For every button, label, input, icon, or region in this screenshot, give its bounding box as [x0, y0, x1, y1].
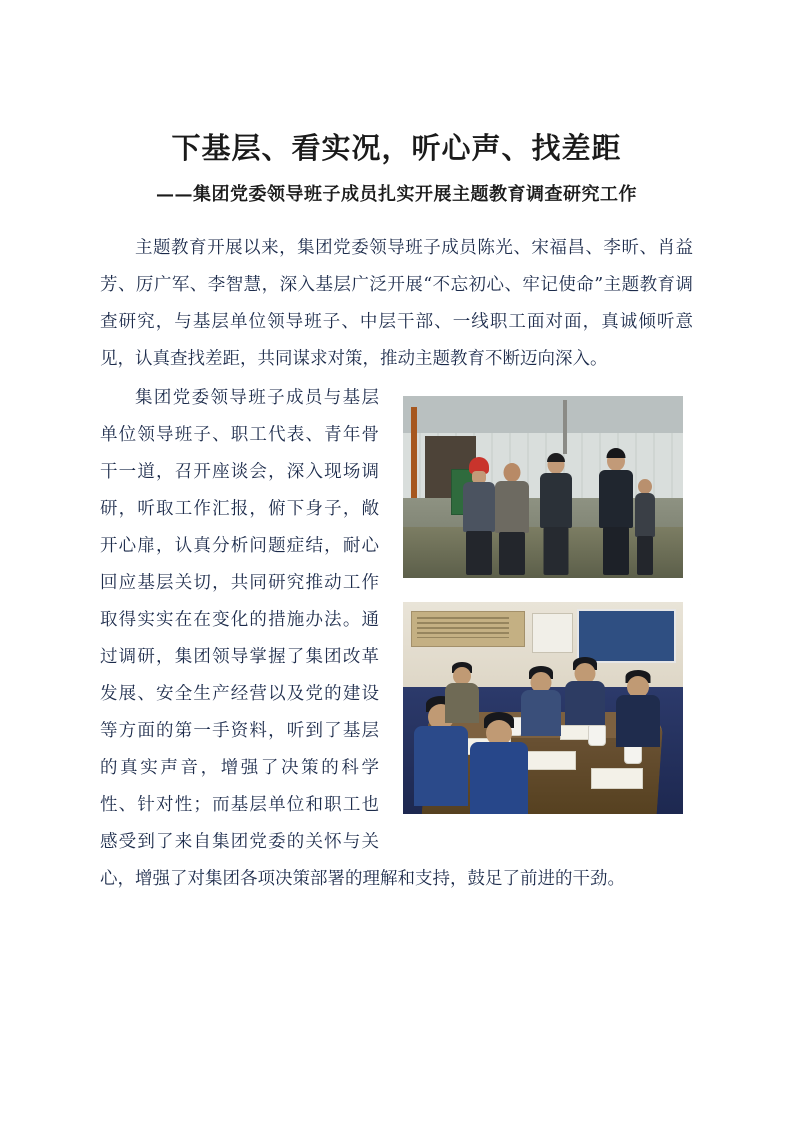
outdoor-site-inspection-photo: [393, 386, 693, 588]
meeting-cup-1: [588, 725, 606, 746]
photo-person-2: [495, 463, 529, 575]
photo-stack: [393, 386, 693, 824]
photo-person-5: [635, 479, 655, 575]
meeting-whiteboard: [532, 613, 573, 653]
meeting-blue-board: [577, 609, 676, 664]
photo-roofline: [403, 396, 683, 434]
photo-rust-pipe: [411, 407, 417, 509]
indoor-meeting-photo: [393, 592, 693, 824]
meeting-person-back: [445, 662, 479, 722]
photo-person-4: [599, 451, 633, 575]
paragraph-2: 集团党委领导班子成员与基层单位领导班子、职工代表、青年骨干一道，召开座谈会，深入现场调研，听取工作汇报，俯下身子，敞开心扉，认真分析问题症结，耐心回应基层关切，共同研究推动工作取得实实在在变化的措施办法。通过调研，集团领导掌握了集团改革发展、安全生产经营以及党的建设等方面的第一手资料，听到了基层的真实声音，增强了决策的科学性、针对性；而基层单位和职工也感受到了来自集团党委的关怀与关心，增强了对集团各项决策部署的理解和支持，鼓足了前进的干劲。: [100, 388, 625, 890]
meeting-person-top-1: [521, 666, 561, 736]
body-with-figures: [100, 380, 693, 898]
photo-image-meeting: [403, 602, 683, 814]
meeting-person-right-1: [616, 670, 660, 746]
photo-person-3: [540, 455, 572, 575]
meeting-person-top-2: [565, 657, 605, 725]
meeting-paper-3: [591, 768, 643, 789]
meeting-person-left-2: [470, 712, 528, 814]
paragraph-1: 主题教育开展以来，集团党委领导班子成员陈光、宋福昌、李昕、肖益芳、厉广军、李智慧，深入基层广泛开展“不忘初心、牢记使命”主题教育调查研究，与基层单位领导班子、中层干部、一线职工面对面，真诚倾听意见，认真查找差距，共同谋求对策，推动主题教育不断迈向深入。: [100, 238, 693, 370]
page-subtitle: ——集团党委领导班子成员扎实开展主题教育调查研究工作: [156, 184, 637, 206]
meeting-paper-2: [526, 751, 576, 770]
page-title: 下基层、看实况，听心声、找差距: [171, 131, 622, 165]
photo-pole: [563, 400, 567, 455]
photo-image-outdoor: [403, 396, 683, 578]
photo-person-helmet: [462, 457, 496, 575]
meeting-banner-text: [417, 617, 509, 638]
